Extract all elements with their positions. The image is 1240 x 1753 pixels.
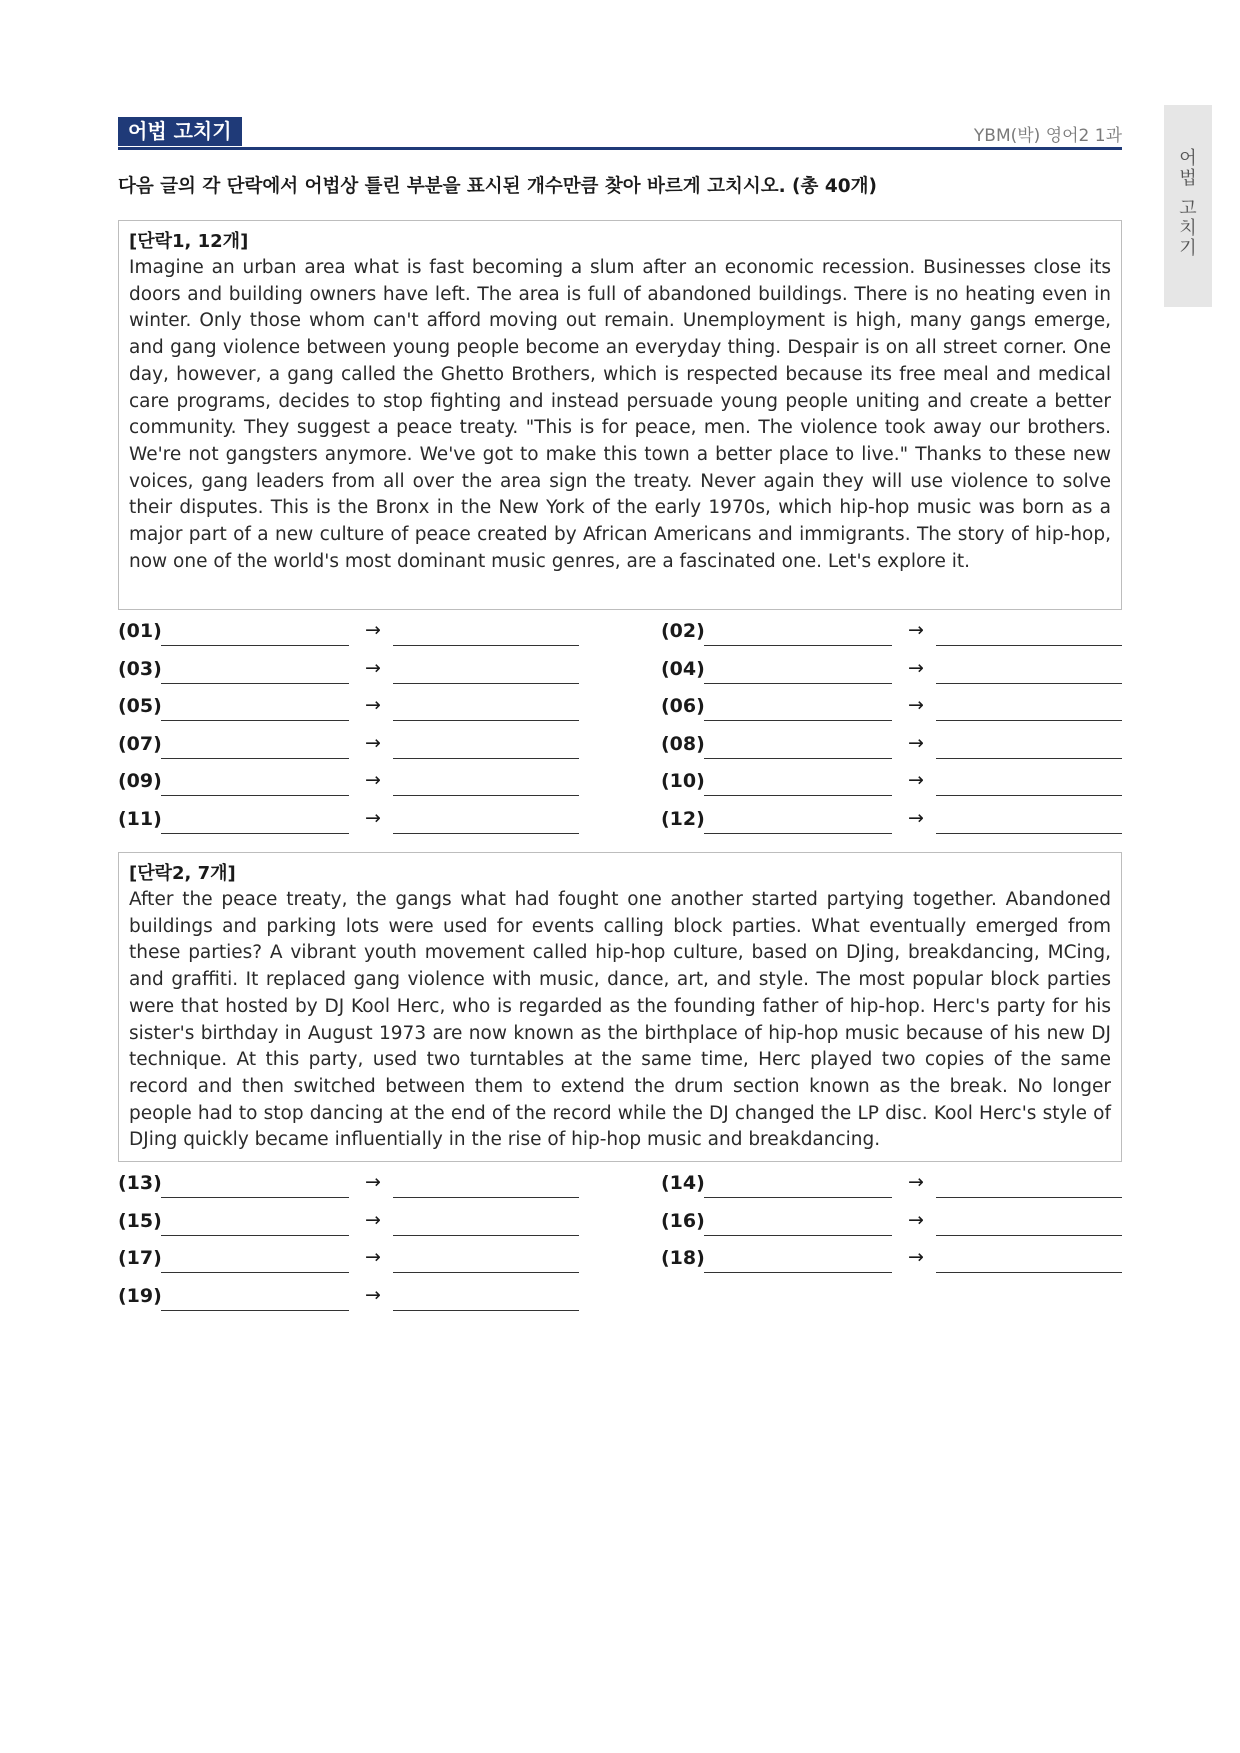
answer-item [118,764,578,801]
answer-row [118,764,1122,802]
correction-blank[interactable] [393,758,579,759]
arrow-icon: → [365,694,381,716]
wrong-word-blank[interactable] [704,1272,892,1273]
arrow-icon: → [908,656,924,679]
answer-row [118,1279,1122,1317]
arrow-icon: → [908,731,924,754]
passage-text: After the peace treaty, the gangs what had fought one another started partying together. Abandoned buildings and parking lots were used for events calling block parties. What eventually emerged from these parties? A vibrant youth movement called hip-hop culture, based on DJing, breakdancing, MCing, and graffiti. It replaced gang violence with music, dance, art, and style. The most popular block parties were that hosted by DJ Kool Herc, who is regarded as the founding father of hip-hop. Herc's party for his sister's birthday in August 1973 are now known as the birthplace of hip-hop music because of his new DJ technique. At this party, used two turntables at the same time, Herc played two copies of the same record and then switched between them to extend the drum section known as the break. No longer people had to stop dancing at the end of the record while the DJ changed the LP disc. Kool Herc's style of DJing quickly became influentially in the rise of hip-hop music and breakdancing. [129,889,1111,1151]
passage-box-1 [118,220,1122,610]
instruction-text: 다음 글의 각 단락에서 어법상 틀린 부분을 표시된 개수만큼 찾아 바르게 고치시오. (총 40개) [118,176,877,197]
wrong-word-blank[interactable] [704,645,892,646]
arrow-icon: → [908,619,924,641]
correction-blank[interactable] [393,683,579,684]
answer-number: (13) [118,1172,162,1194]
passage-box-2 [118,852,1122,1162]
side-tab-char: 치 [1179,218,1197,239]
correction-blank[interactable] [393,833,579,834]
correction-blank[interactable] [936,1235,1122,1236]
answer-item [118,614,578,651]
wrong-word-blank[interactable] [161,1310,349,1311]
wrong-word-blank[interactable] [161,645,349,646]
wrong-word-blank[interactable] [161,758,349,759]
passage-heading: [단락1, 12개] [129,231,249,252]
answer-item [661,652,1121,689]
answer-item [118,727,578,764]
answer-number: (01) [118,620,162,642]
answer-number: (19) [118,1284,162,1307]
wrong-word-blank[interactable] [704,1235,892,1236]
answer-grid-2 [118,1166,1122,1316]
correction-blank[interactable] [936,720,1122,721]
correction-blank[interactable] [936,683,1122,684]
answer-item [661,764,1121,801]
answer-item [118,1166,578,1203]
answer-number: (10) [661,770,705,792]
arrow-icon: → [365,619,381,641]
answer-number: (07) [118,732,162,755]
answer-item [661,802,1121,839]
passage-text: Imagine an urban area what is fast becoming a slum after an economic recession. Businesses close its doors and building owners have left. The area is full of abandoned buildings. There is no heating even in winter. Only those whom can't afford moving out remain. Unemployment is high, many gangs emerge, and gang violence between young people become an everyday thing. Despair is on all street corner. One day, however, a gang called the Ghetto Brothers, which is respected because its free meal and medical care programs, decides to stop fighting and instead persuade young people uniting and create a better community. They suggest a peace treaty. "This is for peace, men. The violence took away our brothers. We're not gangsters anymore. We've got to make this town a better place to live." Thanks to these new voices, gang leaders from all over the area sign the treaty. Never again they will use violence to solve their disputes. This is the Bronx in the New York of the early 1970s, which hip-hop music was born as a major part of a new culture of peace created by African Americans and immigrants. The story of hip-hop, now one of the world's most dominant music genres, are a fascinated one. Let's explore it. [129,257,1111,572]
arrow-icon: → [365,806,381,829]
answer-item [118,689,578,726]
arrow-icon: → [365,1171,381,1193]
correction-blank[interactable] [936,795,1122,796]
arrow-icon: → [908,694,924,716]
wrong-word-blank[interactable] [704,1197,892,1198]
answer-number: (03) [118,657,162,680]
arrow-icon: → [365,769,381,791]
wrong-word-blank[interactable] [161,683,349,684]
side-tab-char: 기 [1179,238,1197,259]
wrong-word-blank[interactable] [161,1197,349,1198]
answer-number: (14) [661,1172,705,1194]
answer-grid-1 [118,614,1122,839]
wrong-word-blank[interactable] [161,720,349,721]
answer-number: (04) [661,657,705,680]
answer-number: (02) [661,620,705,642]
answer-row [118,689,1122,727]
correction-blank[interactable] [936,1272,1122,1273]
wrong-word-blank[interactable] [704,795,892,796]
side-tab-label [1164,149,1212,259]
arrow-icon: → [908,1171,924,1193]
answer-item [118,1279,578,1316]
correction-blank[interactable] [936,758,1122,759]
answer-row [118,1241,1122,1279]
correction-blank[interactable] [936,645,1122,646]
correction-blank[interactable] [393,795,579,796]
correction-blank[interactable] [393,1272,579,1273]
answer-row [118,802,1122,840]
answer-row [118,614,1122,652]
answer-row [118,1166,1122,1204]
answer-number: (05) [118,695,162,717]
correction-blank[interactable] [393,1235,579,1236]
answer-row [118,727,1122,765]
answer-row [118,1204,1122,1242]
answer-number: (09) [118,770,162,792]
answer-number: (17) [118,1247,162,1269]
book-label: YBM(박) 영어2 1과 [973,126,1122,146]
arrow-icon: → [908,1246,924,1268]
correction-blank[interactable] [393,720,579,721]
answer-row [118,652,1122,690]
wrong-word-blank[interactable] [704,833,892,834]
side-tab-char: 고 [1179,198,1197,219]
wrong-word-blank[interactable] [161,1272,349,1273]
side-index-tab [1164,105,1212,307]
answer-item [661,727,1121,764]
passage-heading: [단락2, 7개] [129,863,236,884]
answer-item [118,802,578,839]
wrong-word-blank[interactable] [704,683,892,684]
correction-blank[interactable] [936,1197,1122,1198]
answer-number: (08) [661,732,705,755]
answer-number: (18) [661,1247,705,1269]
arrow-icon: → [908,1208,924,1231]
arrow-icon: → [365,656,381,679]
arrow-icon: → [365,1246,381,1268]
answer-item [661,1204,1121,1241]
arrow-icon: → [365,731,381,754]
arrow-icon: → [908,806,924,829]
wrong-word-blank[interactable] [704,720,892,721]
arrow-icon: → [908,769,924,791]
wrong-word-blank[interactable] [161,1235,349,1236]
answer-item [661,1166,1121,1203]
answer-item [661,1241,1121,1278]
answer-number: (12) [661,807,705,830]
answer-item [661,614,1121,651]
section-title: 어법 고치기 [118,117,242,146]
side-tab-char: 어 [1179,148,1197,169]
answer-number: (11) [118,807,162,830]
answer-item [118,652,578,689]
correction-blank[interactable] [936,833,1122,834]
wrong-word-blank[interactable] [161,795,349,796]
answer-item [661,689,1121,726]
correction-blank[interactable] [393,1310,579,1311]
wrong-word-blank[interactable] [704,758,892,759]
arrow-icon: → [365,1208,381,1231]
arrow-icon: → [365,1283,381,1306]
answer-item [118,1204,578,1241]
page-header [118,117,1122,150]
answer-number: (06) [661,695,705,717]
answer-item [118,1241,578,1278]
answer-number: (16) [661,1209,705,1232]
correction-blank[interactable] [393,1197,579,1198]
wrong-word-blank[interactable] [161,833,349,834]
answer-number: (15) [118,1209,162,1232]
correction-blank[interactable] [393,645,579,646]
side-tab-char: 법 [1179,168,1197,189]
